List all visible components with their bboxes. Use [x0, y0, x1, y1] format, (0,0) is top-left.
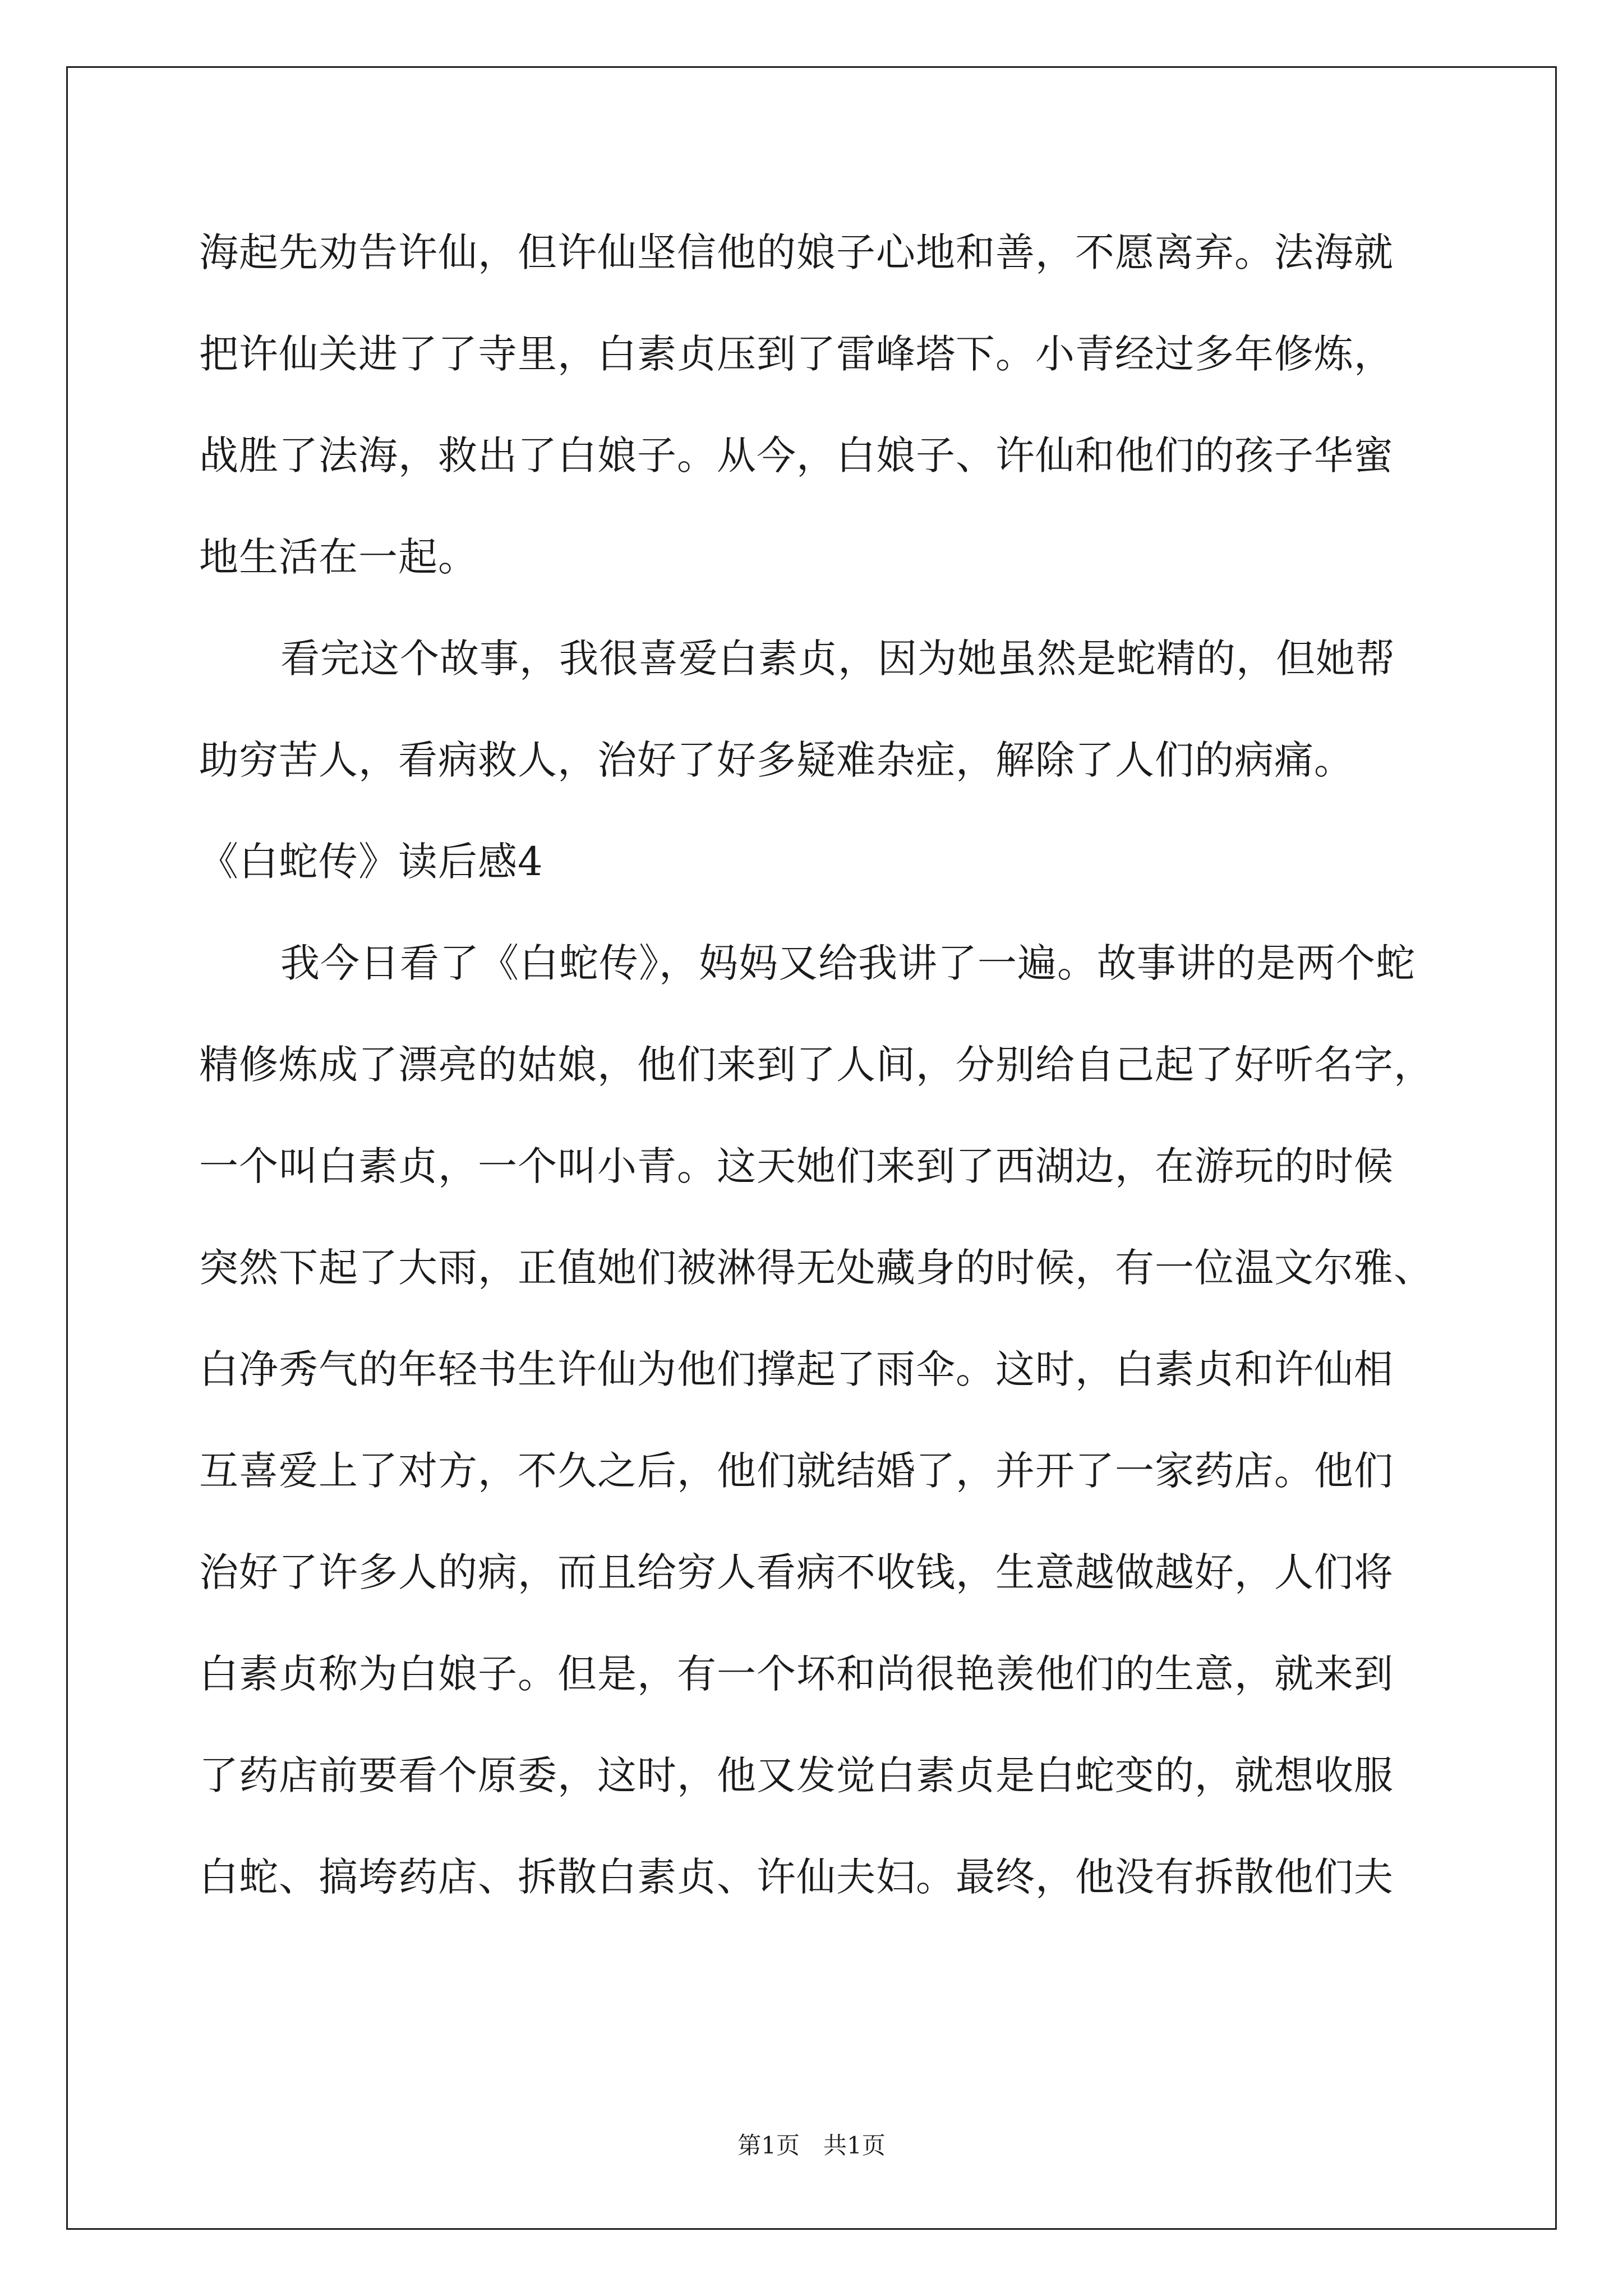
text-line-3: 战胜了法海，救出了白娘子。从今，白娘子、许仙和他们的孩子华蜜	[199, 432, 1394, 478]
text-line-9: 精修炼成了漂亮的姑娘，他们来到了人间，分别给自己起了好听名字，	[199, 1042, 1433, 1088]
section-heading: 《白蛇传》读后感4	[199, 839, 543, 885]
text-line-17: 白蛇、搞垮药店、拆散白素贞、许仙夫妇。最终，他没有拆散他们夫	[199, 1854, 1394, 1900]
text-line-5: 看完这个故事，我很喜爱白素贞，因为她虽然是蛇精的，但她帮	[280, 636, 1395, 682]
page-number-footer: 第1页 共1页	[737, 2132, 886, 2159]
text-line-1: 海起先劝告许仙，但许仙坚信他的娘子心地和善，不愿离弃。法海就	[199, 229, 1394, 275]
text-line-10: 一个叫白素贞，一个叫小青。这天她们来到了西湖边，在游玩的时候	[199, 1143, 1394, 1189]
text-line-2: 把许仙关进了了寺里，白素贞压到了雷峰塔下。小青经过多年修炼，	[199, 331, 1394, 377]
text-line-6: 助穷苦人，看病救人，治好了好多疑难杂症，解除了人们的病痛。	[199, 737, 1354, 783]
text-line-13: 互喜爱上了对方，不久之后，他们就结婚了，并开了一家药店。他们	[199, 1448, 1394, 1494]
text-line-16: 了药店前要看个原委，这时，他又发觉白素贞是白蛇变的，就想收服	[199, 1752, 1394, 1798]
text-line-8: 我今日看了《白蛇传》，妈妈又给我讲了一遍。故事讲的是两个蛇	[280, 940, 1415, 986]
text-line-4: 地生活在一起。	[199, 534, 478, 580]
text-line-14: 治好了许多人的病，而且给穷人看病不收钱，生意越做越好，人们将	[199, 1549, 1394, 1595]
text-line-15: 白素贞称为白娘子。但是，有一个坏和尚很艳羡他们的生意，就来到	[199, 1651, 1394, 1697]
document-body	[199, 202, 1461, 1928]
text-line-11: 突然下起了大雨，正值她们被淋得无处藏身的时候，有一位温文尔雅、	[199, 1245, 1433, 1291]
text-line-12: 白净秀气的年轻书生许仙为他们撑起了雨伞。这时，白素贞和许仙相	[199, 1346, 1394, 1392]
